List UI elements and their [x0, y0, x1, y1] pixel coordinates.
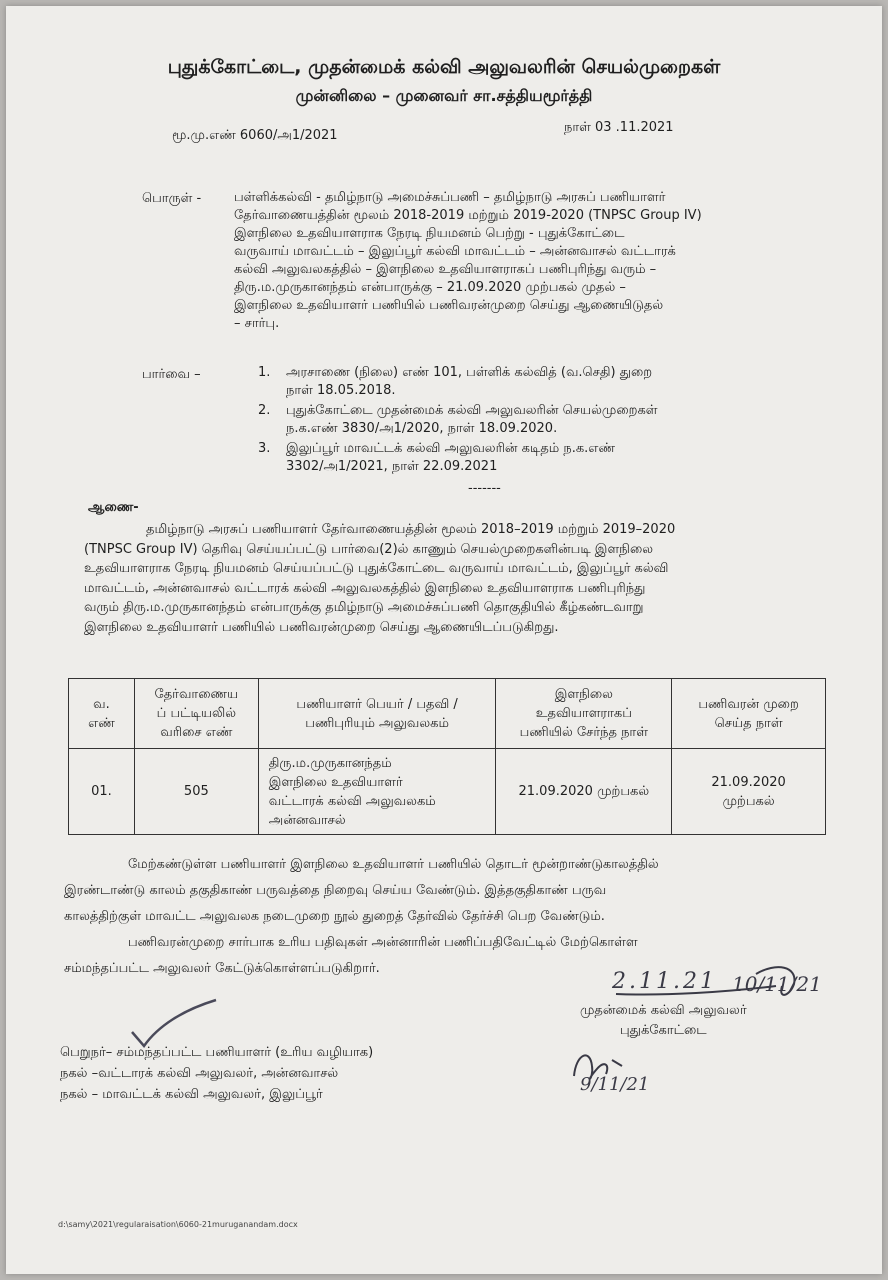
- handwritten-date: 10/11/21: [732, 972, 822, 996]
- subject-line: இளநிலை உதவியாளர் பணியில் பணிவரன்முறை செய்து ஆணையிடுதல்: [234, 298, 664, 313]
- subject-line: கல்வி அலுவலகத்தில் – இளநிலை உதவியாளராகப் பணிபுரிந்து வரும் –: [234, 262, 657, 277]
- distribution-list: பெறுநர்– சம்மந்தப்பட்ட பணியாளர் (உரிய வழியாக) நகல் –வட்டாரக் கல்வி அலுவலர், அன்னவாசல் நகல் – மாவட்டக் கல்வி அலுவலர், இலுப்பூர்: [60, 1045, 374, 1102]
- document-page: [6, 6, 882, 1274]
- order-label: ஆணை-: [88, 500, 139, 515]
- reference-item: 3. இலுப்பூர் மாவட்டக் கல்வி அலுவலரின் கடிதம் ந.க.எண் 3302/அ1/2021, நாள் 22.09.2021: [258, 441, 615, 474]
- cell-regularised: 21.09.2020 முற்பகல்: [672, 749, 826, 835]
- reference-item: 2. புதுக்கோட்டை முதன்மைக் கல்வி அலுவலரின் செயல்முறைகள் ந.க.எண் 3830/அ1/2020, நாள் 18.09.2020.: [258, 403, 658, 436]
- order-paragraph: தமிழ்நாடு அரசுப் பணியாளர் தேர்வாணையத்தின் மூலம் 2018–2019 மற்றும் 2019–2020 (TNPSC Group IV) தெரிவு செய்யப்பட்டு பார்வை(2)ல் காணும் செயல்முறைகளின்படி இளநிலை உதவியாளராக நேரடி நியமனம் செய்யப்பட்டு புதுக்கோட்டை வருவாய் மாவட்டம், இலுப்பூர் கல்வி மாவட்டம், அன்னவாசல் வட்டாரக் கல்வி அலுவலகத்தில் இளநிலை உதவியாளராக பணிபுரிந்து வரும் திரு.ம.முருகானந்தம் என்பாருக்கு தமிழ்நாடு அமைச்சுப்பணி தொகுதியில் கீழ்கண்டவாறு இளநிலை உதவியாளர் பணியில் பணிவரன்முறை செய்து ஆணையிடப்படுகிறது.: [84, 522, 676, 635]
- subject-line: இளநிலை உதவியாளராக நேரடி நியமனம் பெற்று - புதுக்கோட்டை: [234, 226, 625, 241]
- references-list: [258, 364, 658, 476]
- document-subtitle: முன்னிலை – முனைவர் சா.சத்தியமூர்த்தி: [295, 86, 593, 105]
- file-path: d:\samy\2021\regularaisation\6060-21muruganandam.docx: [58, 1220, 298, 1229]
- subject-text: [234, 189, 764, 333]
- initials-date: 9/11/21: [580, 1074, 650, 1095]
- closing-paragraph: மேற்கண்டுள்ள பணியாளர் இளநிலை உதவியாளர் பணியில் தொடர் மூன்றாண்டுகாலத்தில் இரண்டாண்டு காலம் தகுதிகாண் பருவத்தை நிறைவு செய்ய வேண்டும். இத்தகுதிகாண் பருவ காலத்திற்குள் மாவட்ட அலுவலக நடைமுறை நூல் துறைத் தேர்வில் தேர்ச்சி பெற வேண்டும். பணிவரன்முறை சார்பாக உரிய பதிவுகள் அன்னாரின் பணிப்பதிவேட்டில் மேற்கொள்ள சம்மந்தப்பட்ட அலுவலர் கேட்டுக்கொள்ளப்படுகிறார்.: [64, 857, 659, 976]
- subject-line: வருவாய் மாவட்டம் – இலுப்பூர் கல்வி மாவட்டம் – அன்னவாசல் வட்டாரக்: [234, 244, 676, 259]
- col-header-sno: வ. எண்: [69, 679, 135, 749]
- subject-label: பொருள் -: [142, 191, 202, 206]
- subject-line: – சார்பு.: [234, 316, 280, 331]
- col-header-name: பணியாளர் பெயர் / பதவி / பணிபுரியும் அலுவலகம்: [258, 679, 496, 749]
- subject-line: தேர்வாணையத்தின் மூலம் 2018-2019 மற்றும் 2019-2020 (TNPSC Group IV): [234, 208, 702, 223]
- cell-rank: 505: [134, 749, 258, 835]
- cell-name: திரு.ம.முருகானந்தம் இளநிலை உதவியாளர் வட்டாரக் கல்வி அலுவலகம் அன்னவாசல்: [258, 749, 496, 835]
- separator: -------: [468, 481, 501, 496]
- col-header-joined: இளநிலை உதவியாளராகப் பணியில் சேர்ந்த நாள்: [496, 679, 672, 749]
- reference-number: மூ.மு.எண் 6060/அ1/2021: [172, 128, 338, 143]
- reference-item: 1. அரசாணை (நிலை) எண் 101, பள்ளிக் கல்வித் (வ.செதி) துறை நாள் 18.05.2018.: [258, 365, 653, 398]
- subject-line: பள்ளிக்கல்வி - தமிழ்நாடு அமைச்சுப்பணி – தமிழ்நாடு அரசுப் பணியாளர்: [234, 190, 666, 205]
- cell-sno: 01.: [69, 749, 135, 835]
- document-title: புதுக்கோட்டை, முதன்மைக் கல்வி அலுவலரின் செயல்முறைகள்: [167, 56, 721, 78]
- subject-line: திரு.ம.முருகானந்தம் என்பாருக்கு – 21.09.2020 முற்பகல் முதல் –: [234, 280, 626, 295]
- col-header-regularised: பணிவரன் முறை செய்த நாள்: [672, 679, 826, 749]
- document-date: நாள் 03 .11.2021: [564, 120, 674, 135]
- handwritten-signature: 2.11.21: [612, 969, 717, 994]
- references-label: பார்வை –: [142, 367, 201, 382]
- signatory-place: புதுக்கோட்டை: [620, 1023, 707, 1038]
- cell-joined: 21.09.2020 முற்பகல்: [496, 749, 672, 835]
- col-header-rank: தேர்வாணைய ப் பட்டியலில் வரிசை எண்: [134, 679, 258, 749]
- signatory-designation: முதன்மைக் கல்வி அலுவலர்: [580, 1003, 747, 1018]
- table-header-row: [69, 679, 826, 749]
- table-row: [69, 749, 826, 835]
- appointment-table: [68, 678, 826, 835]
